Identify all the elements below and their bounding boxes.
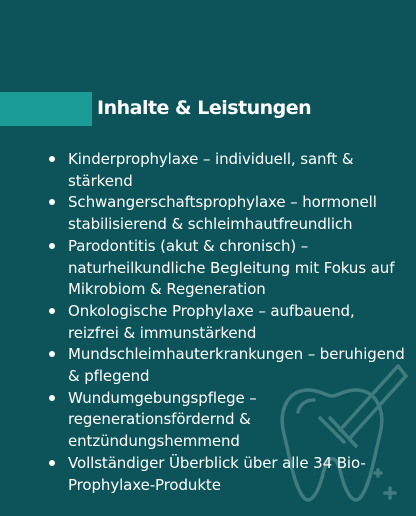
bullet-icon: [49, 395, 55, 401]
list-item-text: Schwangerschaftsprophylaxe – hormonell stabilisierend & schleimhautfreundlich: [68, 193, 377, 234]
bullet-icon: [49, 243, 55, 249]
bullet-icon: [49, 199, 55, 205]
list-item-text: Wundumgebungspflege – regenerationsfördernd & entzündungshemmend: [68, 388, 257, 451]
list-item-text: Mundschleimhauterkrankungen – beruhigend & pflegend: [68, 345, 405, 386]
list-item: [47, 192, 407, 235]
bullet-icon: [49, 351, 55, 357]
heading-accent-bar: [0, 92, 92, 126]
tooth-toothbrush-icon: [270, 338, 410, 508]
bullet-icon: [49, 156, 55, 162]
list-item-text: Vollständiger Überblick über alle 34 Bio-Prophylaxe-Produkte: [68, 453, 366, 494]
bullet-icon: [49, 308, 55, 314]
list-item: [47, 149, 407, 192]
section-heading: Inhalte & Leistungen: [97, 97, 312, 119]
list-item-text: Onkologische Prophylaxe – aufbauend, reizfrei & immunstärkend: [68, 301, 355, 342]
list-item-text: Parodontitis (akut & chronisch) – naturheilkundliche Begleitung mit Fokus auf Mikrobiom & Regeneration: [68, 236, 395, 299]
list-item-text: Kinderprophylaxe – individuell, sanft & stärkend: [68, 150, 354, 190]
bullet-icon: [49, 460, 55, 466]
list-item: [47, 236, 407, 301]
